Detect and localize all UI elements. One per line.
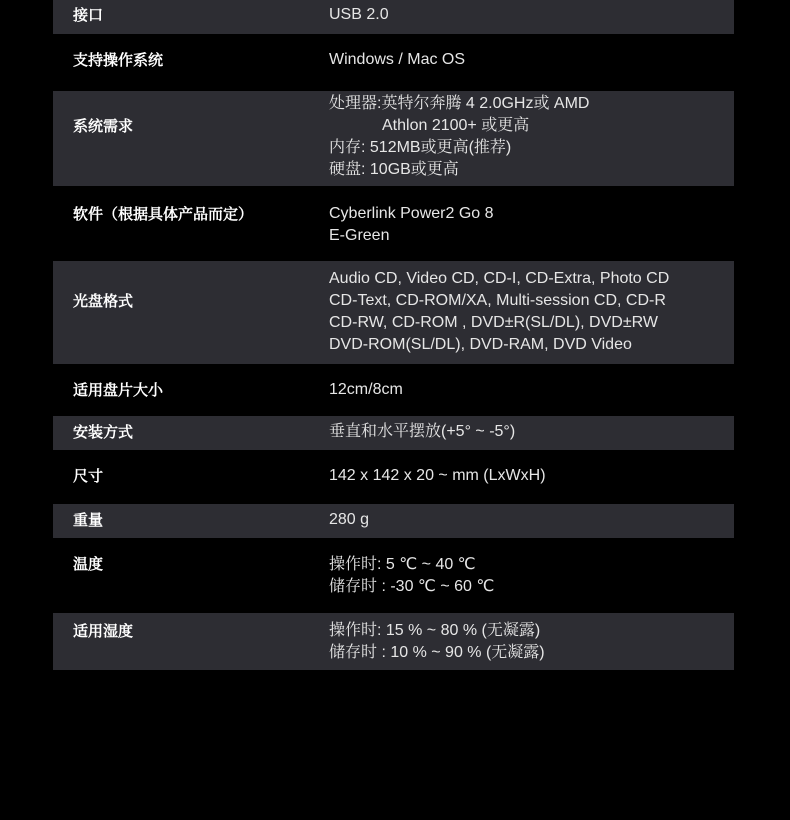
spec-value [329, 93, 729, 181]
spec-value-line: Cyberlink Power2 Go 8 [329, 205, 494, 222]
spec-row-weight [53, 504, 734, 538]
spec-value-line: 280 g [329, 511, 370, 528]
spec-value-line: 操作时: 15 % ~ 80 % (无凝露) [329, 622, 541, 639]
spec-value [329, 379, 729, 401]
spec-value [329, 620, 729, 664]
spec-row-system-requirements [53, 91, 734, 186]
spec-value-line: 垂直和水平摆放(+5° ~ -5°) [329, 423, 516, 440]
spec-value [329, 421, 729, 443]
spec-table [53, 0, 734, 670]
spec-label: 安装方式 [73, 424, 134, 441]
spec-value-line: Audio CD, Video CD, CD-I, CD-Extra, Photo CD [329, 270, 670, 287]
spec-row-dimensions [53, 450, 734, 504]
spec-label: 接口 [73, 7, 104, 24]
spec-value [329, 49, 729, 71]
spec-value-line: Windows / Mac OS [329, 51, 466, 68]
spec-value-line: 储存时 : -30 ℃ ~ 60 ℃ [329, 578, 495, 595]
spec-row-disc-formats [53, 261, 734, 364]
spec-row-interface [53, 0, 734, 34]
spec-value-line: DVD-ROM(SL/DL), DVD-RAM, DVD Video [329, 336, 632, 353]
spec-label: 适用盘片大小 [73, 382, 164, 399]
spec-value-line: CD-RW, CD-ROM , DVD±R(SL/DL), DVD±RW [329, 314, 658, 331]
spec-value-line: 储存时 : 10 % ~ 90 % (无凝露) [329, 644, 545, 661]
spec-value [329, 203, 729, 247]
spec-row-humidity [53, 613, 734, 670]
spec-value-line: USB 2.0 [329, 6, 389, 23]
spec-value [329, 4, 729, 26]
spec-label: 系统需求 [73, 118, 134, 135]
spec-label: 尺寸 [73, 468, 104, 485]
spec-row-mounting [53, 416, 734, 450]
spec-value [329, 509, 729, 531]
spec-label: 适用湿度 [73, 623, 134, 640]
spec-label: 支持操作系统 [73, 52, 164, 69]
spec-value-line: 内存: 512MB或更高(推荐) [329, 139, 512, 156]
spec-value-line: 操作时: 5 ℃ ~ 40 ℃ [329, 556, 476, 573]
spec-value-line: 硬盘: 10GB或更高 [329, 161, 459, 178]
spec-value-line: Athlon 2100+ 或更高 [382, 117, 530, 134]
spec-row-os [53, 34, 734, 91]
spec-value-line: 142 x 142 x 20 ~ mm (LxWxH) [329, 467, 546, 484]
spec-row-software [53, 186, 734, 261]
spec-value [329, 465, 729, 487]
spec-label: 温度 [73, 556, 104, 573]
spec-value-line: E-Green [329, 227, 390, 244]
spec-row-disc-size [53, 364, 734, 416]
spec-value [329, 554, 729, 598]
spec-label: 光盘格式 [73, 293, 134, 310]
spec-value-line: 处理器:英特尔奔腾 4 2.0GHz或 AMD [329, 95, 590, 112]
spec-row-temperature [53, 538, 734, 613]
spec-value-line: 12cm/8cm [329, 381, 403, 398]
spec-label: 重量 [73, 512, 104, 529]
spec-value [329, 268, 729, 356]
spec-value-line: CD-Text, CD-ROM/XA, Multi-session CD, CD-R [329, 292, 666, 309]
spec-label: 软件（根据具体产品而定） [73, 206, 254, 223]
